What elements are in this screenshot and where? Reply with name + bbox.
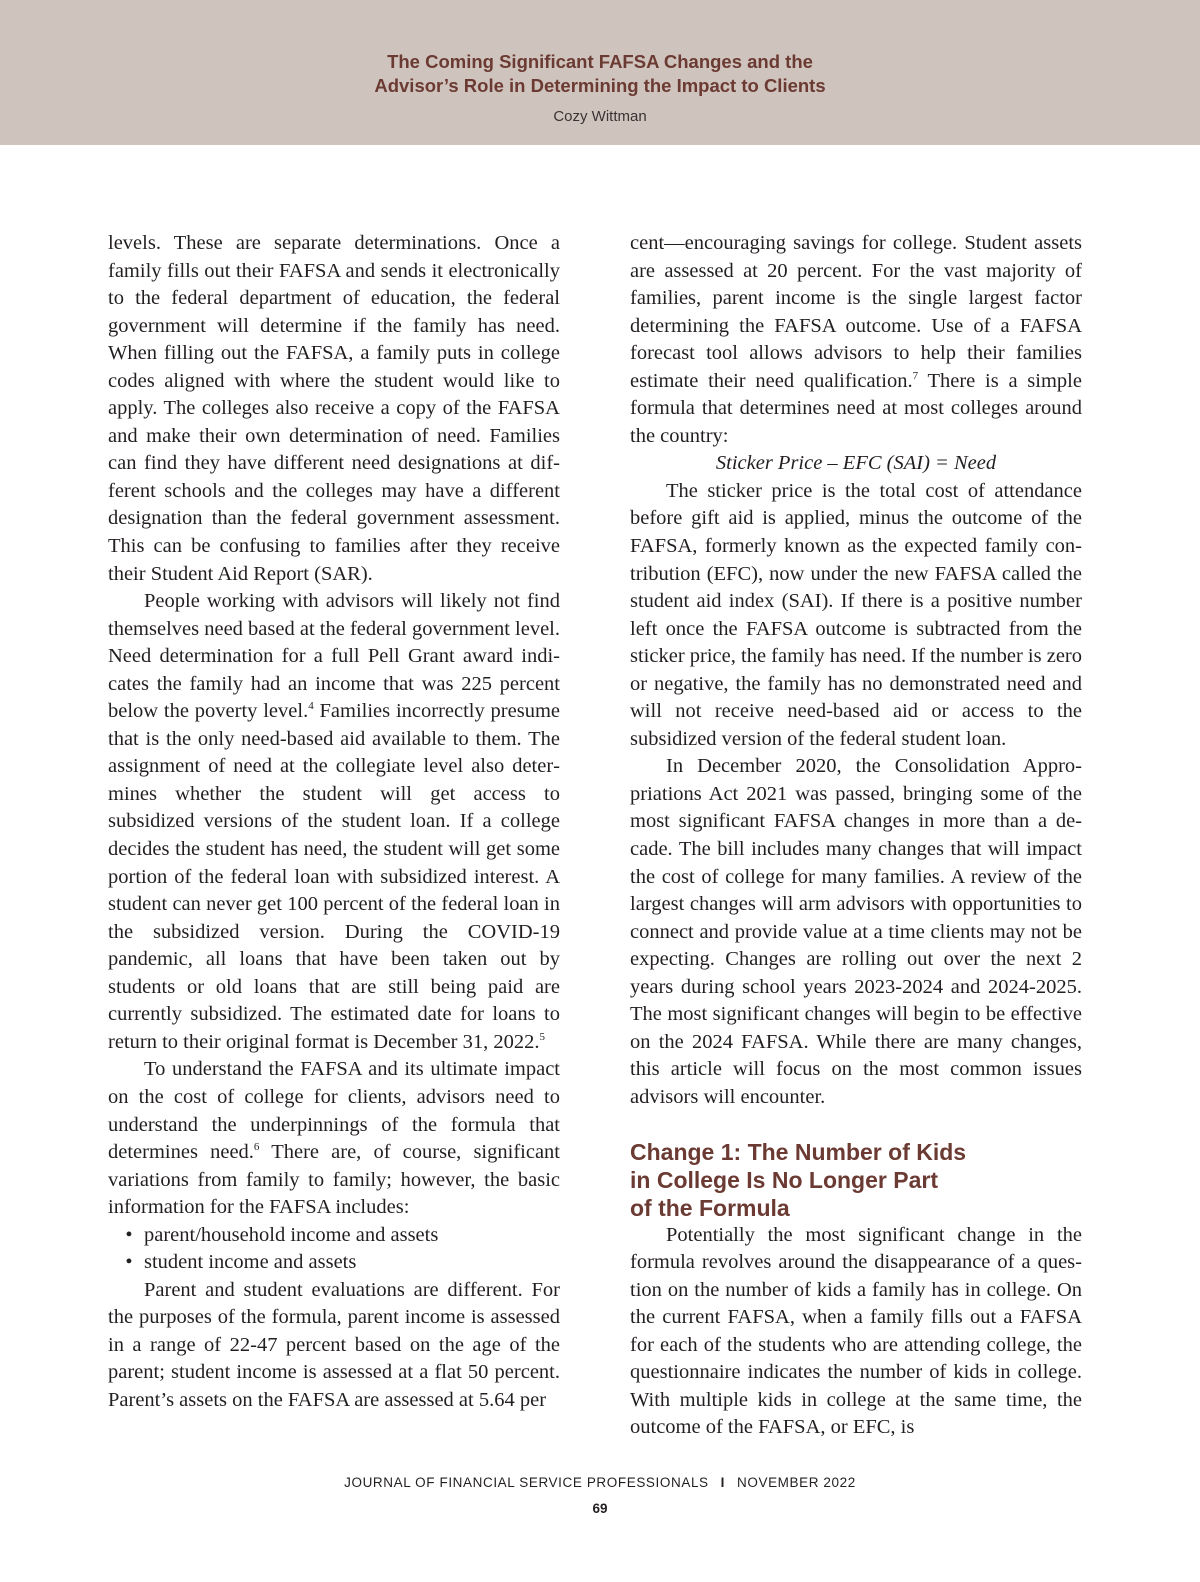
- article-title: [0, 50, 1200, 98]
- bullet-icon: •: [125, 1223, 133, 1246]
- bullet-icon: •: [125, 1251, 133, 1274]
- right-column: [630, 230, 1082, 1442]
- footnote-ref-4: 4: [308, 700, 314, 713]
- issue-date: NOVEMBER 2022: [737, 1475, 856, 1490]
- left-paragraph-2-text: People working with advisors will likely not find themselves need based at the federal government level. Need determination for a full Pell Grant award indicates the family had an income that was 225 percent below the poverty level.: [108, 590, 560, 723]
- right-paragraph-2: The sticker price is the total cost of attendance before gift aid is applied, minus the outcome of the FAFSA, formerly known as the expected family contribution (EFC), now under the new FAFSA called the student aid index (SAI). If there is a positive number left once the FAFSA outcome is subtracted from the sticker price, the family has need. If the number is zero or negative, the family has no demonstrated need and will not receive need-based aid or access to the subsidized version of the federal student loan.: [630, 479, 1082, 750]
- right-paragraph-1-rest: There is a simple formula that determines need at most colleges around the country:: [630, 369, 1082, 447]
- left-paragraph-4: Parent and student evaluations are different. For the purposes of the formula, parent income is assessed in a range of 22-47 percent based on the age of the parent; student income is assessed at a flat 50 percent. Parent’s assets on the FAFSA are assessed at 5.64 per: [108, 1278, 560, 1411]
- section-heading-line-3: of the Formula: [630, 1194, 790, 1221]
- fafsa-info-list: [108, 1222, 560, 1277]
- right-paragraph-4: Potentially the most significant change in the formula revolves around the disappearance of a question on the number of kids a family has in college. On the current FAFSA, when a family fills out a FAFSA for each of the students who are attending college, the questionnaire indicates the number of kids in college. With multiple kids in college at the same time, the outcome of the FAFSA, or EFC, is: [630, 1223, 1082, 1439]
- left-paragraph-2-rest: Families incorrectly presume that is the only need-based aid available to them. The assignment of need at the collegiate level also determines whether the student will get access to subsidized versions of the student loan. If a college decides the student has need, the student will get some portion of the federal loan with subsidized interest. A student can never get 100 percent of the federal loan in the subsidized version. During the COVID-19 pandemic, all loans that have been taken out by students or old loans that are still being paid are currently subsidized. The estimated date for loans to return to their original format is December 31, 2022.: [108, 700, 561, 1053]
- list-item: [108, 1249, 560, 1277]
- list-item: [108, 1222, 560, 1250]
- section-heading-line-2: in College Is No Longer Part: [630, 1166, 938, 1193]
- footnote-ref-7: 7: [912, 369, 919, 382]
- left-paragraph-1: levels. These are separate determinations. Once a family fills out their FAFSA and sends it electronically to the federal department of education, the federal government will determine if the family has need. When filling out the FAFSA, a family puts in college codes aligned with where the student would like to apply. The colleges also receive a copy of the FAFSA and make their own determination of need. Families can find they have different need designations at different schools and the colleges may have a different designation than the federal government assessment. This can be confusing to families after they receive their Student Aid Report (SAR).: [108, 232, 560, 585]
- page-number: 69: [592, 1501, 608, 1516]
- left-paragraph-3: [108, 1056, 560, 1221]
- right-paragraph-1-text: cent—encouraging savings for college. Student assets are assessed at 20 percent. For the vast majority of families, parent income is the single largest factor determining the FAFSA outcome. Use of a FAFSA forecast tool allows advisors to help their families estimate their need qualification.: [630, 232, 1082, 392]
- section-heading-line-1: Change 1: The Number of Kids: [630, 1138, 967, 1165]
- section-heading-change-1: [630, 1138, 1082, 1222]
- left-paragraph-3-rest: There are, of course, significant variations from family to family; however, the basic information for the FAFSA includes:: [108, 1141, 560, 1219]
- footnote-ref-5: 5: [539, 1030, 546, 1043]
- left-column: [108, 230, 560, 1415]
- article-title-line-1: The Coming Significant FAFSA Changes and the: [387, 51, 813, 72]
- right-paragraph-1: [630, 230, 1082, 450]
- right-paragraph-3: In December 2020, the Consolidation Appropriations Act 2021 was passed, bringing some of the most significant FAFSA changes in more than a decade. The bill includes many changes that will impact the cost of college for many families. A review of the largest changes will arm advisors with opportunities to connect and provide value at a time clients may not be expecting. Changes are rolling out over the next 2 years during school years 2023-2024 and 2024-2025. The most significant changes will begin to be effective on the 2024 FAFSA. While there are many changes, this article will focus on the most common issues advisors will encounter.: [630, 755, 1082, 1108]
- footer-separator: I: [720, 1475, 726, 1490]
- page-header: [0, 0, 1200, 145]
- article-author: Cozy Wittman: [553, 108, 647, 125]
- page-footer: [0, 1475, 1200, 1490]
- journal-name: JOURNAL OF FINANCIAL SERVICE PROFESSIONALS: [344, 1475, 709, 1490]
- list-item-text: parent/household income and assets: [144, 1223, 439, 1246]
- article-title-line-2: Advisor’s Role in Determining the Impact to Clients: [374, 75, 826, 96]
- need-formula: Sticker Price – EFC (SAI) = Need: [715, 452, 997, 475]
- list-item-text: student income and assets: [144, 1251, 357, 1274]
- footnote-ref-6: 6: [253, 1141, 260, 1154]
- left-paragraph-2: [108, 588, 560, 1056]
- left-paragraph-3-text: To understand the FAFSA and its ultimate impact on the cost of college for clients, advisors need to understand the underpinnings of the formula that determines need.: [108, 1058, 560, 1164]
